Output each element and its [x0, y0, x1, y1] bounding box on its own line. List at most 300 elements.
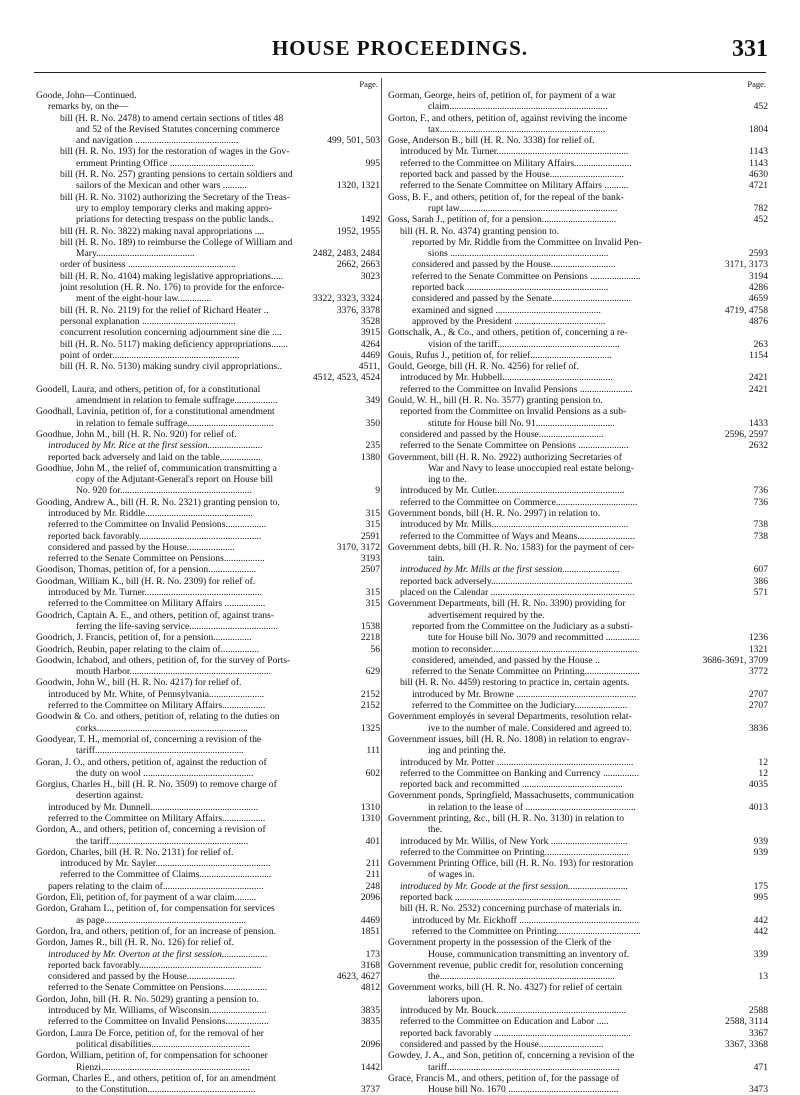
entry-page-ref [377, 824, 380, 835]
entry-page-ref: 2588 [748, 1005, 768, 1017]
entry-page-ref: 1804 [748, 123, 768, 135]
index-entry [36, 971, 380, 982]
left-column-page-header: Page. [359, 79, 378, 89]
entry-page-ref [377, 90, 380, 101]
index-entry [36, 802, 380, 813]
entry-text: referred to the Committee on Education and Labor ..... [400, 1016, 609, 1028]
entry-text: of wages in. [428, 869, 475, 881]
entry-text: Government bonds, bill (H. R. No. 2997) in relation to. [388, 507, 601, 519]
entry-text: Goodrich, J. Francis, petition of, for a pension................ [36, 632, 252, 644]
entry-text: Goodman, William K., bill (H. R. No. 2309) for relief of. [36, 575, 256, 587]
entry-page-ref [377, 237, 380, 248]
index-entry [36, 361, 380, 372]
entry-text: Goodyear, T. H., memorial of, concerning a revision of the [36, 733, 262, 745]
index-entry [388, 994, 768, 1005]
entry-page-ref: 452 [753, 214, 768, 226]
entry-page-ref: 315 [365, 598, 380, 610]
entry-text: referred to the Committee on Military Affairs........................ [400, 157, 632, 169]
index-entry [36, 237, 380, 248]
entry-text: Goran, J. O., and others, petition of, against the reduction of [36, 756, 267, 768]
entry-text: approved by the President ...................................... [412, 315, 606, 327]
entry-page-ref: 2152 [360, 700, 380, 712]
index-entry [36, 836, 380, 847]
entry-page-ref [765, 824, 768, 835]
entry-text: personal explanation ....................................... [60, 315, 236, 327]
entry-text: copy of the Adjutant-General's report on House bill [76, 474, 274, 486]
index-entry [36, 1050, 380, 1061]
entry-page-ref [765, 327, 768, 338]
entry-page-ref: 2632 [748, 440, 768, 452]
entry-text: joint resolution (H. R. No. 176) to provide for the enforce- [60, 282, 285, 294]
entry-text: introduced by Mr. Turner................................................. [48, 587, 262, 599]
entry-text: point of order..................................................... [60, 349, 240, 361]
index-entry [36, 881, 380, 892]
entry-text: reported back adversely........................................................... [400, 575, 633, 587]
index-entry [388, 1028, 768, 1039]
entry-text: referred to the Committee on Commerce.................................. [400, 496, 638, 508]
entry-text: ing to the. [428, 474, 467, 486]
entry-page-ref: 1236 [748, 632, 768, 644]
page-title: HOUSE PROCEEDINGS. [271, 36, 529, 60]
entry-page-ref: 350 [365, 417, 380, 429]
entry-text: referred to the Committee on Invalid Pensions................. [48, 519, 267, 531]
index-entry [36, 553, 380, 564]
entry-page-ref: 13 [758, 971, 768, 983]
entry-page-ref: 4659 [748, 293, 768, 305]
index-entry [36, 564, 380, 575]
entry-text: House bill No. 1670 .............................................. [428, 1084, 619, 1095]
index-entry [36, 339, 380, 350]
entry-page-ref: 471 [753, 1061, 768, 1073]
entry-text: bill (H. R. No. 193) for the restoration of wages in the Gov- [60, 146, 290, 158]
entry-page-ref [377, 429, 380, 440]
entry-page-ref [377, 847, 380, 858]
entry-page-ref [377, 101, 380, 112]
index-entry [388, 101, 768, 112]
entry-text: Goodwin, John W., bill (H. R. No. 4217) for relief of. [36, 677, 242, 689]
index-entry [388, 723, 768, 734]
index-entry [36, 1073, 380, 1084]
index-entry [388, 802, 768, 813]
index-entry [388, 1062, 768, 1073]
entry-page-ref: 4512, 4523, 4524 [312, 372, 380, 384]
entry-text: reported back ..................................................................... [400, 892, 621, 904]
entry-text: tariff.............................................................. [76, 745, 244, 757]
entry-text: bill (H. R. No. 3102) authorizing the Secretary of the Treas- [60, 191, 290, 203]
entry-text: desertion against. [76, 790, 144, 802]
entry-page-ref [377, 779, 380, 790]
index-entry [388, 542, 768, 553]
entry-page-ref: 1433 [748, 417, 768, 429]
entry-page-ref [377, 1073, 380, 1084]
entry-page-ref: 4511, [358, 361, 380, 373]
entry-text: referred to the Senate Committee on Printing....................... [412, 666, 640, 678]
entry-text: introduced by Mr. Mills......................................................... [400, 519, 629, 531]
entry-page-ref [377, 203, 380, 214]
index-entry [388, 610, 768, 621]
left-column [36, 78, 380, 1095]
entry-text: referred to the Committee on the Judiciary...................... [412, 700, 628, 712]
index-entry [36, 926, 380, 937]
entry-page-ref [377, 937, 380, 948]
entry-page-ref: 3367, 3368 [724, 1038, 768, 1050]
index-entry [36, 745, 380, 756]
entry-page-ref: 1320, 1321 [336, 180, 380, 192]
entry-text: considered and passed by the House........................... [400, 1038, 604, 1050]
index-entry [388, 192, 768, 203]
entry-page-ref [377, 124, 380, 135]
right-column-page-header: Page. [747, 79, 766, 89]
entry-page-ref: 1442 [360, 1061, 380, 1073]
entry-page-ref [377, 610, 380, 621]
entry-page-ref: 736 [753, 496, 768, 508]
index-entry [36, 587, 380, 598]
entry-text: considered and passed by the House.................... [48, 971, 235, 983]
entry-page-ref [377, 734, 380, 745]
entry-page-ref [765, 361, 768, 372]
entry-page-ref: 3376, 3378 [336, 304, 380, 316]
entry-text: referred to the Committee on Banking and Currency ............... [400, 767, 639, 779]
entry-text: ment of the eight-hour law.............. [76, 293, 212, 305]
entry-text: introduced by Mr. White, of Pennsylvania....................... [48, 688, 265, 700]
entry-page-ref: 736 [753, 485, 768, 497]
index-entry [36, 259, 380, 270]
index-entry [388, 146, 768, 157]
index-entry [388, 971, 768, 982]
entry-page-ref [765, 1073, 768, 1084]
entry-text: sailors of the Mexican and other wars .......... [76, 180, 247, 192]
index-entry [388, 869, 768, 880]
entry-text: reported back favorably................................................... [48, 530, 262, 542]
index-entry [388, 711, 768, 722]
index-entry [36, 982, 380, 993]
entry-text: introduced by Mr. Potter ......................................................... [400, 756, 634, 768]
entry-page-ref [377, 474, 380, 485]
entry-page-ref: 3835 [360, 1005, 380, 1017]
entry-text: ive to the number of male. Considered and agreed to. [428, 722, 632, 734]
entry-text: tax..................................................................... [428, 123, 606, 135]
entry-text: reported back and passed by the House............................... [400, 169, 625, 181]
index-entry [388, 259, 768, 270]
index-entry [388, 90, 768, 101]
entry-page-ref: 2588, 3114 [725, 1016, 768, 1028]
index-entry [388, 915, 768, 926]
index-entry [36, 1039, 380, 1050]
entry-text: Government employés in several Departments, resolution relat- [388, 711, 632, 723]
entry-text: Goodhall, Lavinia, petition of, for a constitutional amendment [36, 406, 275, 418]
entry-page-ref [377, 790, 380, 801]
entry-text: tain. [428, 553, 445, 565]
index-entry [388, 1039, 768, 1050]
entry-text: referred to the Committee of Ways and Means........................ [400, 530, 635, 542]
entry-text: introduced by Mr. Willis, of New York ................................ [400, 835, 628, 847]
entry-page-ref [765, 598, 768, 609]
index-entry [36, 429, 380, 440]
entry-page-ref [377, 384, 380, 395]
entry-text: Gorgius, Charles H., bill (H. R. No. 3509) to remove charge of [36, 779, 277, 791]
entry-text: papers relating to the claim of.......................................... [48, 880, 264, 892]
index-entry [388, 440, 768, 451]
entry-page-ref [765, 790, 768, 801]
entry-text: vision of the tariff................................................... [428, 338, 620, 350]
index-entry [36, 508, 380, 519]
index-entry [36, 226, 380, 237]
entry-page-ref: 4623, 4627 [336, 971, 380, 983]
entry-page-ref: 629 [365, 666, 380, 678]
entry-page-ref: 782 [753, 202, 768, 214]
entry-page-ref [377, 994, 380, 1005]
entry-page-ref [377, 711, 380, 722]
index-entry [388, 350, 768, 361]
index-entry [388, 293, 768, 304]
entry-page-ref: 1380 [360, 451, 380, 463]
index-entry [36, 1084, 380, 1095]
entry-text: referred to the Committee on Invalid Pensions ...................... [400, 383, 633, 395]
entry-page-ref [377, 282, 380, 293]
index-entry [36, 1016, 380, 1027]
entry-page-ref: 4876 [748, 315, 768, 327]
index-entry [388, 452, 768, 463]
entry-page-ref [765, 452, 768, 463]
entry-text: House, communication transmitting an inventory of. [428, 948, 630, 960]
entry-page-ref [765, 734, 768, 745]
entry-page-ref: 263 [753, 338, 768, 350]
index-entry [36, 994, 380, 1005]
entry-page-ref [765, 553, 768, 564]
entry-text: Gooding, Andrew A., bill (H. R. No. 2321) granting pension to. [36, 496, 280, 508]
index-entry [388, 305, 768, 316]
entry-text: priations for detecting trespass on the public lands.. [76, 214, 274, 226]
entry-page-ref: 1952, 1955 [336, 225, 380, 237]
entry-page-ref: 1321 [748, 643, 768, 655]
entry-page-ref: 3835 [360, 1016, 380, 1028]
entry-page-ref: 3473 [748, 1084, 768, 1095]
entry-page-ref: 995 [753, 892, 768, 904]
entry-text: the tariff.......................................................... [76, 835, 249, 847]
entry-text: laborers upon. [428, 993, 483, 1005]
entry-page-ref: 3023 [360, 270, 380, 282]
entry-text: and 52 of the Revised Statutes concerning commerce [76, 123, 280, 135]
index-entry [388, 203, 768, 214]
entry-page-ref: 9 [375, 485, 380, 497]
entry-page-ref [765, 903, 768, 914]
index-entry [36, 655, 380, 666]
index-entry [388, 632, 768, 643]
entry-text: Gordon, John, bill (H. R. No. 5029) granting a pension to. [36, 993, 259, 1005]
index-entry [388, 587, 768, 598]
index-entry [388, 655, 768, 666]
index-entry [36, 779, 380, 790]
index-entry [36, 497, 380, 508]
index-entry [388, 790, 768, 801]
index-entry [36, 406, 380, 417]
index-entry [36, 418, 380, 429]
index-entry [388, 248, 768, 259]
index-entry [36, 723, 380, 734]
entry-text: Gould, W. H., bill (H. R. No. 3577) granting pension to. [388, 395, 603, 407]
entry-text: concurrent resolution concerning adjournment sine die .... [60, 327, 282, 339]
index-entry [36, 576, 380, 587]
entry-text: reported by Mr. Riddle from the Committee on Invalid Pen- [412, 236, 642, 248]
entry-page-ref [765, 406, 768, 417]
entry-page-ref: 2482, 2483, 2484 [312, 248, 380, 260]
index-entry [36, 282, 380, 293]
column-divider [381, 78, 382, 1070]
entry-text: introduced by Mr. Hubbell.............................................. [400, 372, 613, 384]
entry-text: Gottschalk, A., & Co., and others, petition of, concerning a re- [388, 327, 628, 339]
entry-text: tute for House bill No. 3079 and recommitted .............. [428, 632, 640, 644]
entry-text: remarks by, on the— [48, 101, 129, 113]
index-entry [388, 621, 768, 632]
entry-text: Gould, George, bill (H. R. No. 4256) for relief of. [388, 361, 579, 373]
entry-page-ref: 4286 [748, 282, 768, 294]
entry-text: considered, amended, and passed by the House .. [412, 654, 600, 666]
entry-text: referred to the Committee of Claims.............................. [60, 869, 272, 881]
entry-text: referred to the Committee on Printing................................... [400, 846, 629, 858]
entry-page-ref [765, 610, 768, 621]
entry-page-ref: 1154 [749, 349, 768, 361]
entry-page-ref: 602 [365, 767, 380, 779]
entry-page-ref: 2096 [360, 892, 380, 904]
entry-page-ref [765, 135, 768, 146]
entry-page-ref: 3686-3691, 3709 [702, 654, 768, 666]
entry-page-ref: 3528 [360, 315, 380, 327]
entry-page-ref: 3168 [360, 959, 380, 971]
entry-text: introduced by Mr. Mills at the first session........................ [400, 564, 620, 576]
index-entry [388, 745, 768, 756]
entry-page-ref: 3194 [748, 270, 768, 282]
entry-text: the. [428, 824, 443, 836]
entry-page-ref: 738 [753, 530, 768, 542]
index-entry [36, 248, 380, 259]
entry-page-ref [377, 655, 380, 666]
index-entry [36, 869, 380, 880]
index-entry [36, 1062, 380, 1073]
entry-text: Gordon, William, petition of, for compensation for schooner [36, 1050, 268, 1062]
entry-text: Rienzi.............................................................. [76, 1061, 250, 1073]
index-entry [36, 452, 380, 463]
index-entry [36, 305, 380, 316]
entry-page-ref: 3915 [360, 327, 380, 339]
entry-page-ref [765, 237, 768, 248]
entry-text: introduced by Mr. Cutler...................................................... [400, 485, 625, 497]
entry-text: rupt law.................................................................. [428, 202, 618, 214]
entry-text: Gordon, Ira, and others, petition of, for an increase of pension. [36, 925, 277, 937]
entry-text: ing and printing the. [428, 745, 506, 757]
index-entry [36, 316, 380, 327]
entry-text: Goodell, Laura, and others, petition of, for a constitutional [36, 383, 261, 395]
entry-page-ref [377, 406, 380, 417]
entry-page-ref: 4719, 4758 [724, 304, 768, 316]
index-entry [388, 949, 768, 960]
right-column [388, 78, 768, 1095]
entry-text: reported back ........................................................... [412, 282, 609, 294]
entry-text: Gouis, Rufus J., petition of, for relief.................................. [388, 349, 612, 361]
entry-text: reported back adversely and laid on the table................. [48, 451, 261, 463]
entry-page-ref: 1143 [749, 157, 768, 169]
entry-page-ref [377, 113, 380, 124]
entry-page-ref: 315 [365, 507, 380, 519]
entry-text: Goodhue, John M., the relief of, communication transmitting a [36, 462, 277, 474]
page-number: 331 [732, 36, 768, 62]
index-entry [388, 384, 768, 395]
entry-page-ref: 1538 [360, 620, 380, 632]
index-entry [36, 666, 380, 677]
index-entry [388, 1016, 768, 1027]
entry-text: introduced by Mr. Sayler................................................ [60, 858, 271, 870]
index-entry [388, 1073, 768, 1084]
index-entry [388, 836, 768, 847]
index-entry [388, 158, 768, 169]
entry-page-ref [377, 463, 380, 474]
entry-page-ref: 571 [753, 587, 768, 599]
entry-text: Government revenue, public credit for, resolution concerning [388, 959, 624, 971]
entry-page-ref: 4630 [748, 169, 768, 181]
entry-page-ref [377, 903, 380, 914]
entry-page-ref: 1143 [749, 146, 768, 158]
entry-page-ref: 3836 [748, 722, 768, 734]
index-entry [388, 180, 768, 191]
entry-page-ref: 1310 [360, 801, 380, 813]
entry-page-ref: 4264 [360, 338, 380, 350]
index-entry [36, 101, 380, 112]
entry-page-ref: 211 [365, 869, 380, 881]
entry-page-ref: 607 [753, 564, 768, 576]
entry-page-ref: 2593 [748, 248, 768, 260]
entry-text: bill (H. R. No. 2478) to amend certain sections of titles 48 [60, 112, 284, 124]
index-entry [36, 158, 380, 169]
entry-page-ref [377, 192, 380, 203]
entry-text: amendment in relation to female suffrage.................. [76, 395, 278, 407]
entry-text: reported from the Committee on Invalid Pensions as a sub- [400, 406, 627, 418]
index-entry [388, 282, 768, 293]
entry-page-ref [765, 960, 768, 971]
entry-page-ref [765, 90, 768, 101]
entry-text: ury to employ temporary clerks and making appro- [76, 202, 272, 214]
index-entry [36, 192, 380, 203]
entry-text: introduced by Mr. Riddle............................................. [48, 507, 253, 519]
index-entry [388, 847, 768, 858]
entry-page-ref: 1851 [360, 925, 380, 937]
index-entry [388, 960, 768, 971]
entry-page-ref: 173 [365, 948, 380, 960]
entry-page-ref: 2218 [360, 632, 380, 644]
entry-text: considered and passed by the House.................... [48, 541, 235, 553]
entry-page-ref [765, 745, 768, 756]
index-entry [36, 485, 380, 496]
entry-page-ref: 175 [753, 880, 768, 892]
index-entry [388, 881, 768, 892]
entry-page-ref [765, 474, 768, 485]
entry-page-ref: 3171, 3173 [724, 259, 768, 271]
index-entry [388, 339, 768, 350]
index-entry [388, 226, 768, 237]
entry-text: considered and passed by the House........................... [412, 259, 616, 271]
index-entry [388, 553, 768, 564]
index-entry [36, 700, 380, 711]
entry-page-ref: 1310 [360, 813, 380, 824]
entry-text: referred to the Senate Committee on Pensions ..................... [412, 270, 641, 282]
entry-text: bill (H. R. No. 2119) for the relief of Richard Heater .. [60, 304, 269, 316]
entry-text: referred to the Senate Committee on Pensions ..................... [400, 440, 629, 452]
entry-text: bill (H. R. No. 4104) making legislative appropriations..... [60, 270, 284, 282]
entry-page-ref: 235 [365, 440, 380, 452]
index-entry [36, 915, 380, 926]
index-entry [36, 903, 380, 914]
index-entry [388, 497, 768, 508]
entry-page-ref: 3193 [360, 553, 380, 565]
entry-text: Gordon, Laura De Force, petition of, for the removal of her [36, 1027, 264, 1039]
